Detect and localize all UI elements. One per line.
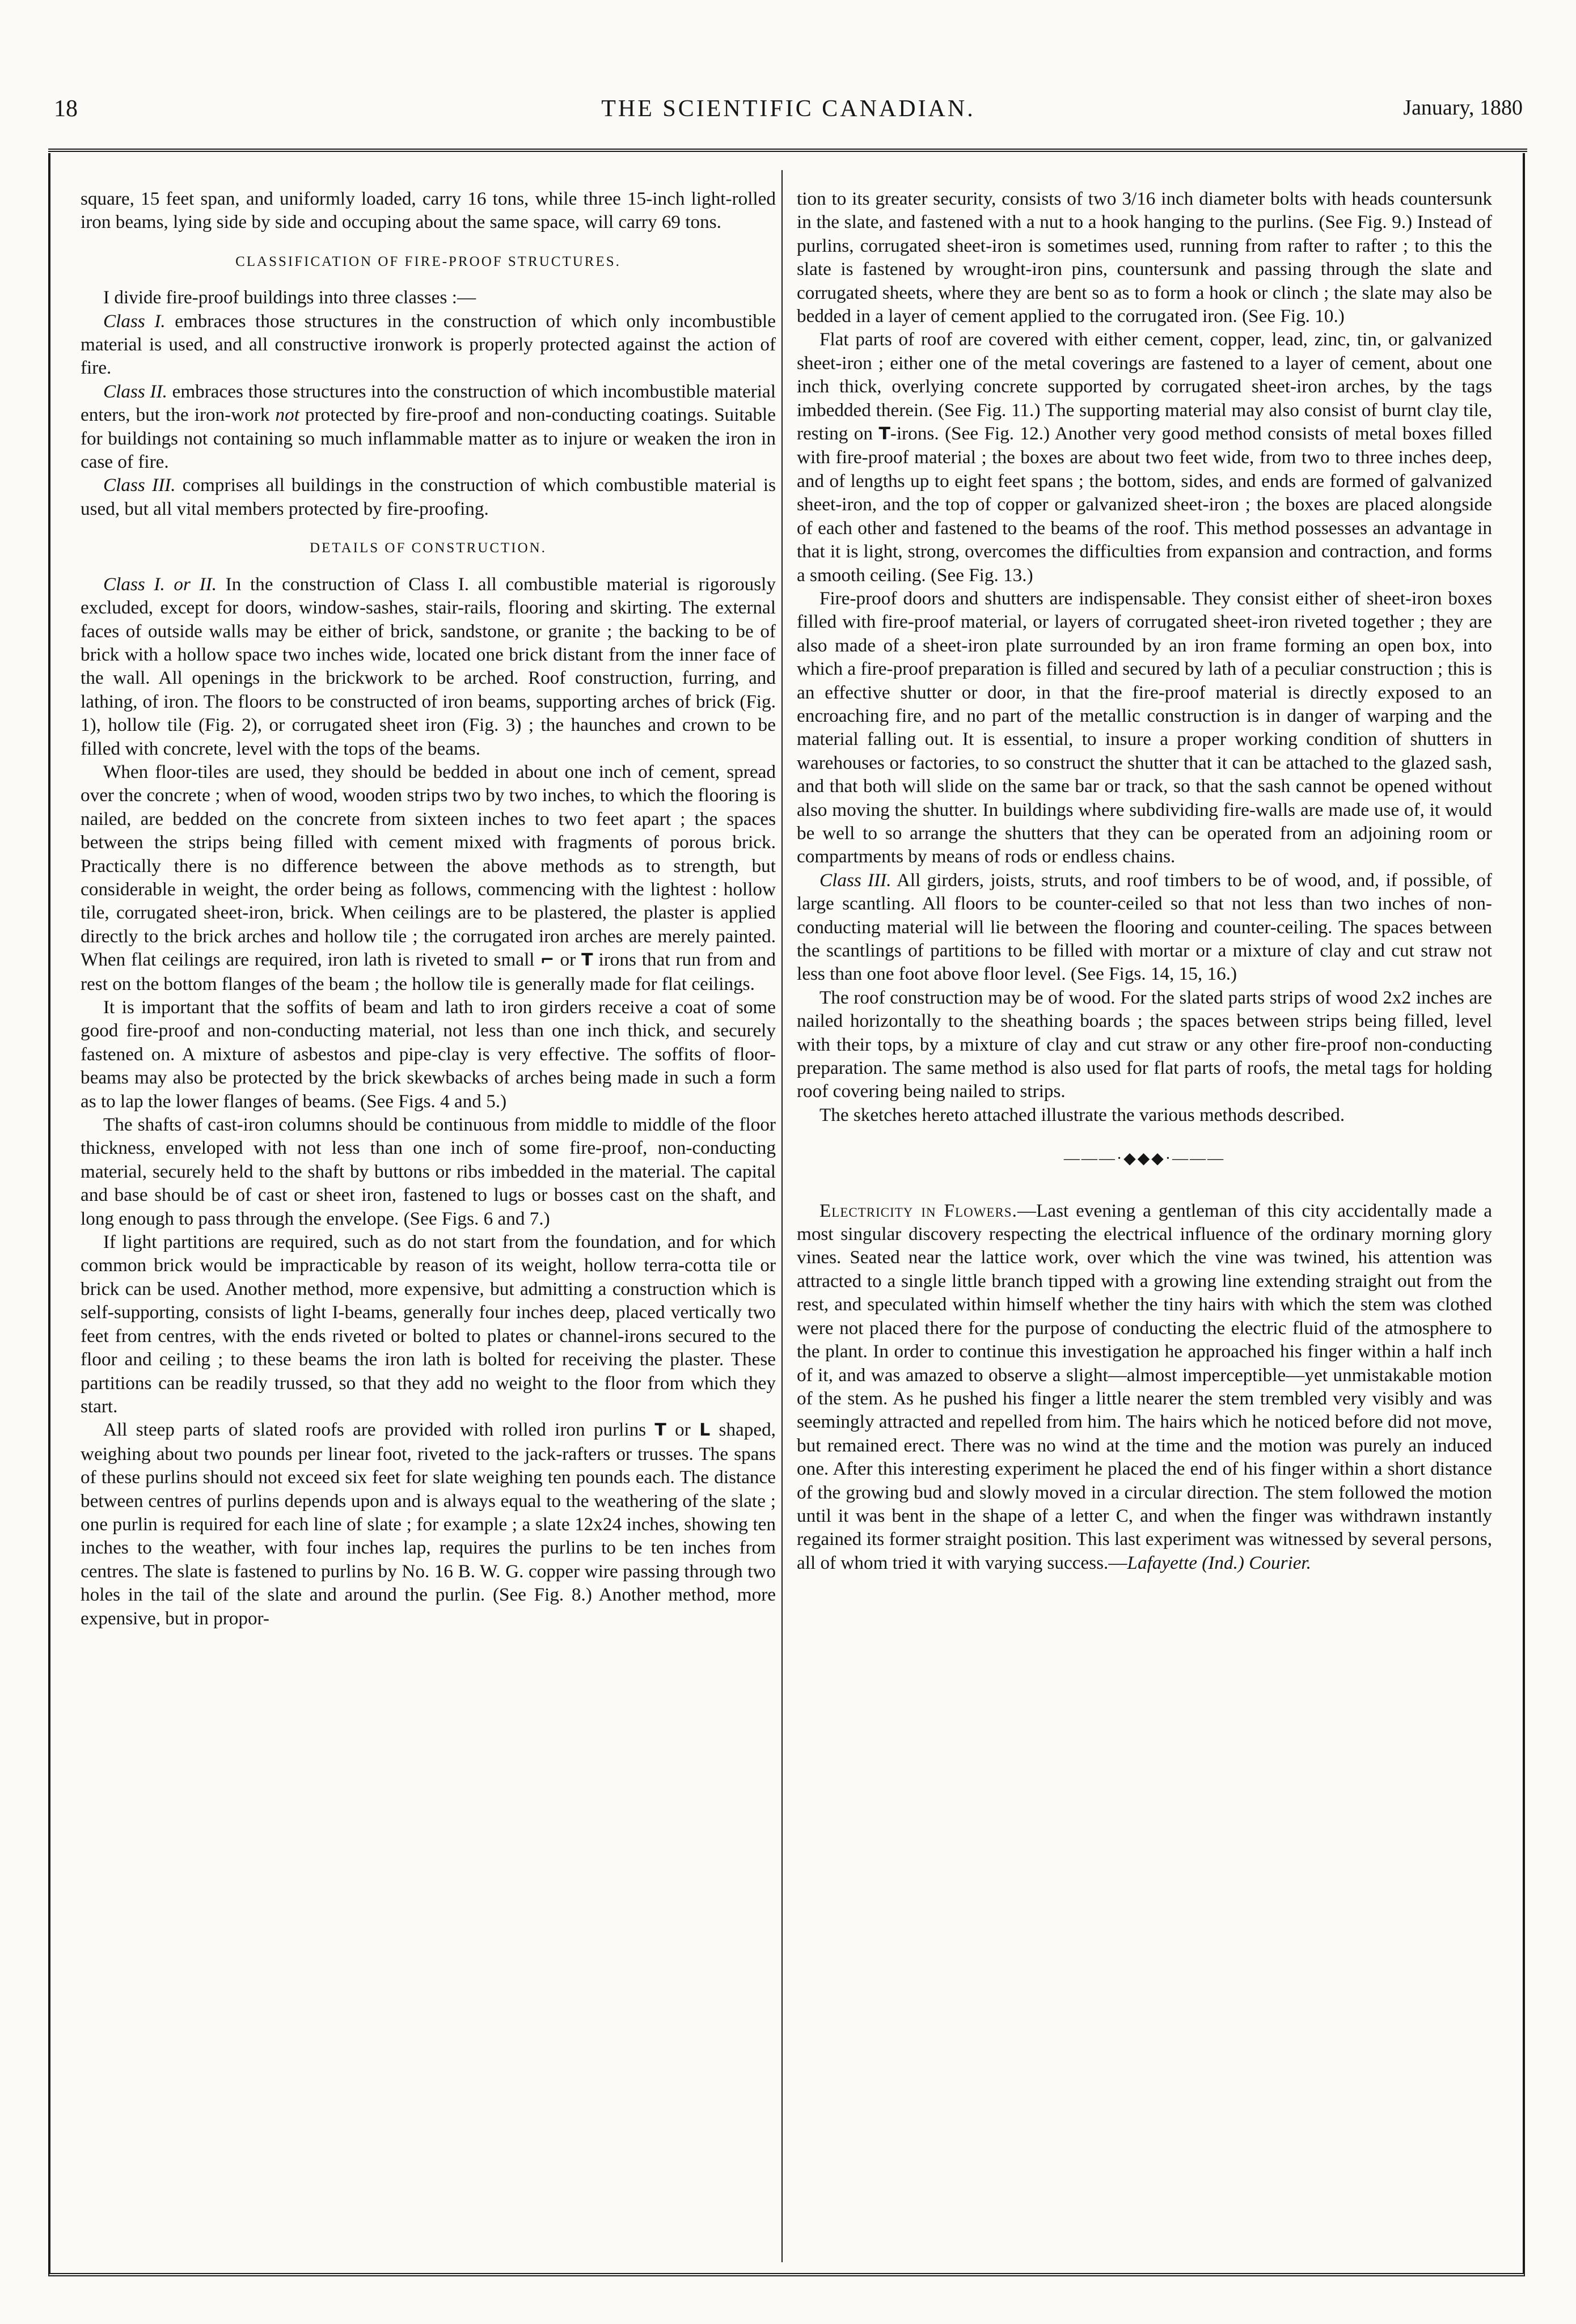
paragraph (81, 380, 776, 474)
paragraph-text: -irons. (See Fig. 12.) Another very good method consists of metal boxes filled with fire-proof material ; the boxes are about two feet wide, from two to three inches deep, and of lengths up to eight feet spans ; the bottom, sides, and ends are formed of galvanized sheet-iron, and the top of copper or galvanized sheet-iron ; the boxes are placed alongside of each other and fastened to the beams of the roof. This method possesses an advantage in that it is light, strong, overcomes the difficulties from expansion and contraction, and forms a smooth ceiling. (See Fig. 13.) (797, 423, 1492, 586)
right-column (797, 187, 1492, 1574)
angle-iron-glyph: ⌐ (540, 950, 555, 971)
l-iron-glyph: L (699, 1420, 711, 1441)
paragraph-text: inch diameter bolts with heads countersunk in the slate, and fastened with a nut to a hook hanging to the purlins. (See Fig. 9.) Instead of purlins, corrugated sheet-iron is sometimes used, running from rafter to rafter ; to this the slate is fastened by wrought-iron pins, countersunk and passing through the slate and corrugated sheets, where they are bent so as to form a hook or clinch ; the slate may also be bedded in a layer of cement applied to the corrugated iron. (See Fig. 10.) (797, 188, 1492, 327)
paragraph: The roof construction may be of wood. For the slated parts strips of wood 2x2 inches are nailed horizontally to the sheathing boards ; the spaces between strips being filled, level with their tops, by a mixture of clay and cut straw or any other fire-proof non-conducting preparation. The same method is also used for flat parts of roofs, the metal tags for holding roof covering being nailed to strips. (797, 987, 1492, 1102)
paragraph (797, 328, 1492, 586)
t-iron-glyph: T (654, 1420, 666, 1441)
paragraph (797, 869, 1492, 986)
section-ornament: ———·◆◆◆·——— (1063, 1150, 1226, 1168)
issue-date: January, 1880 (1403, 96, 1523, 120)
paragraph (81, 573, 776, 760)
header-rule (48, 149, 1527, 152)
paragraph (81, 310, 776, 380)
paragraph-text: embraces those structures in the construction of which only incombustible material is used, and all constructive ironwork is properly protected against the action of fire. (81, 310, 776, 379)
paragraph-text: —Last evening a gentleman of this city accidentally made a most singular discovery respecting the electrical influence of the ordinary morning glory vines. Seated near the lattice work, over which the vine was twined, his attention was attracted to a single little branch tipped with a growing line extending straight out from the rest, and speculated within himself whether the tiny hairs with which the stem was clothed were not placed there for the purpose of conducting the electric fluid of the atmosphere to the plant. In order to continue this investigation he approached his finger within a half inch of it, and was amazed to observe a slight—almost imperceptible—yet unmistakable motion of the stem. As he pushed his finger a little nearer the stem trembled very visibly and was seemingly attracted and repelled from him. The hairs which he noticed before did not move, but remained erect. There was no wind at the time and the motion was purely an induced one. After this interesting experiment he placed the end of his finger within a short distance of the growing bud and slowly moved in a circular direction. The stem followed the motion until it was bent in the shape of a letter C, and when the finger was withdrawn instantly regained its former straight position. This last experiment was witnessed by several persons, all of whom tried it with varying success.— (797, 1200, 1492, 1573)
paragraph-text: comprises all buildings in the construction of which combustible material is used, but all vital members protected by fire-proofing. (81, 475, 776, 519)
paragraph-text: All girders, joists, struts, and roof timbers to be of wood, and, if possible, of large scantling. All floors to be counter-ceiled so that not less than two inches of non-conducting material will lie between the flooring and counter-ceiling. The spaces between the scantlings of partitions to be filled with mortar or a mixture of clay and cut straw not less than one foot above floor level. (See Figs. 14, 15, 16.) (797, 869, 1492, 985)
column-divider (781, 170, 783, 2262)
page-header (54, 95, 1523, 132)
paragraph-text: tion to its greater security, consists of two (797, 188, 1122, 209)
paragraph: The sketches hereto attached illustrate the various methods described. (819, 1104, 1345, 1125)
page-number: 18 (54, 96, 78, 122)
paragraph (81, 760, 776, 996)
paragraph-text: embraces those structures into the construction of which incombustible material enters, but the iron-work (81, 380, 776, 426)
article-title: Electricity in Flowers. (819, 1200, 1017, 1221)
class-label: Class III. (819, 869, 891, 891)
section-heading: DETAILS OF CONSTRUCTION. (310, 540, 547, 556)
paragraph-text: When floor-tiles are used, they should be bedded in about one inch of cement, spread over the concrete ; when of wood, wooden strips two by two inches, to which the flooring is nailed, are bedded on the concrete from sixteen inches to two feet apart ; the spaces between the strips being filled with cement mixed with fragments of porous brick. Practically there is no difference between the above methods as to strength, but considerable in weight, the order being as follows, commencing with the lightest : hollow tile, corrugated sheet-iron, brick. When ceilings are to be plastered, the plaster is applied directly to the brick arches and hollow tile ; the corrugated iron arches are merely painted. When flat ceilings are required, iron lath is riveted to small (81, 761, 776, 971)
paragraph: I divide fire-proof buildings into three classes :— (103, 287, 476, 308)
paragraph-text: All steep parts of slated roofs are provided with rolled iron purlins (103, 1419, 655, 1441)
paragraph-text: shaped, weighing about two pounds per linear foot, riveted to the jack-rafters or trusses. The spans of these purlins should not exceed six feet for slate weighing ten pounds each. The distance between centres of purlins depends upon and is always equal to the weathering of the slate ; one purlin is required for each line of slate ; for example ; a slate 12x24 inches, showing ten inches to the weather, with four inches lap, requires the purlins to be ten inches from centres. The slate is fastened to purlins by No. 16 B. W. G. copper wire passing through two holes in the tail of the slate and around the purlin. (See Fig. 8.) Another method, more expensive, but in propor- (81, 1419, 776, 1629)
paragraph (81, 473, 776, 520)
paragraph-text: irons that run from and rest on the bottom flanges of the beam ; the hollow tile is generally made for flat ceilings. (81, 949, 776, 994)
class-label: Class I. or II. (103, 573, 217, 595)
masthead-title: THE SCIENTIFIC CANADIAN. (601, 96, 975, 122)
paragraph-text: or (554, 949, 582, 971)
paragraph-text: or (666, 1419, 700, 1441)
t-iron-glyph: T (581, 950, 593, 971)
class-label: Class I. (103, 310, 166, 332)
paragraph: It is important that the soffits of beam and lath to iron girders receive a coat of some good fire-proof and non-conducting material, not less than one inch thick, and securely fastened on. A mixture of asbestos and pipe-clay is very effective. The soffits of floor-beams may also be protected by the brick skewbacks of arches being made in such a form as to lap the lower flanges of beams. (See Figs. 4 and 5.) (81, 997, 776, 1112)
paragraph: square, 15 feet span, and uniformly loaded, carry 16 tons, while three 15-inch light-rolled iron beams, lying side by side and occuping about the same space, will carry 69 tons. (81, 188, 776, 233)
source-credit: Lafayette (Ind.) Courier. (1127, 1552, 1311, 1573)
class-label: Class III. (103, 475, 176, 496)
section-heading: CLASSIFICATION OF FIRE-PROOF STRUCTURES. (235, 253, 621, 269)
paragraph-text: In the construction of Class I. all combustible material is rigorously excluded, except for doors, window-sashes, stair-rails, flooring and skirting. The external faces of outside walls may be either of brick, sandstone, or granite ; the backing to be of brick with a hollow space two inches wide, located one brick distant from the inner face of the wall. All openings in the brickwork to be arched. Roof construction, furring, and lathing, of iron. The floors to be constructed of iron beams, supporting arches of brick (Fig. 1), hollow tile (Fig. 2), or corrugated sheet iron (Fig. 3) ; the haunches and crown to be filled with concrete, level with the tops of the beams. (81, 573, 776, 759)
class-label: Class II. (103, 380, 167, 402)
paragraph (797, 187, 1492, 328)
emphasis: not (275, 404, 299, 426)
paragraph: Fire-proof doors and shutters are indispensable. They consist either of sheet-iron boxes filled with fire-proof material, or layers of corrugated sheet-iron riveted together ; they are also made of a sheet-iron plate surrounded by an iron frame forming an open box, into which a fire-proof preparation is filled and secured by lath of a peculiar construction ; this is an effective shutter or door, in that the fire-proof material is directly exposed to an encroaching fire, and no part of the metallic construction is in danger of warping and the material falling out. It is essential, to insure a proper working condition of shutters in warehouses or factories, to so construct the shutter that it can be attached to the glazed sash, and that both will slide on the same bar or track, so that the sash cannot be opened without also moving the shutter. In buildings where subdividing fire-walls are made use of, it would be well to so arrange the shutters that they can be operated from an adjoining room or compartments by means of rods or endless chains. (797, 587, 1492, 867)
paragraph-text: protected by fire-proof and non-conducting coatings. Suitable for buildings not containing so much inflammable matter as to injure or weaken the iron in case of fire. (81, 404, 776, 473)
t-iron-glyph: T (878, 424, 890, 445)
paragraph-text: Flat parts of roof are covered with either cement, copper, lead, zinc, tin, or galvanized sheet-iron ; either one of the metal coverings are fastened to a layer of cement, about one inch thick, overlying concrete supported by corrugated sheet-iron arches, by the tags imbedded therein. (See Fig. 11.) The supporting material may also consist of burnt clay tile, resting on (797, 329, 1492, 445)
paragraph (81, 1418, 776, 1630)
fraction: 3/16 (1122, 188, 1156, 209)
paragraph: If light partitions are required, such as do not start from the foundation, and for which common brick would be impracticable by reason of its weight, hollow terra-cotta tile or brick can be used. Another method, more expensive, but admitting a construction which is self-supporting, consists of light I-beams, generally four inches deep, placed vertically two feet from centres, with the ends riveted or bolted to plates or channel-irons secured to the floor and ceiling ; to these beams the iron lath is bolted for receiving the plaster. These partitions can be readily trussed, so that they add no weight to the floor from which they start. (81, 1231, 776, 1417)
left-column (81, 187, 776, 1630)
paragraph: The shafts of cast-iron columns should be continuous from middle to middle of the floor thickness, enveloped with not less than one inch of some fire-proof, non-conducting material, securely held to the shaft by buttons or ribs imbedded in the material. The capital and base should be of cast or sheet iron, fastened to lugs or bosses cast on the shaft, and long enough to pass through the envelope. (See Figs. 6 and 7.) (81, 1114, 776, 1229)
article-paragraph (797, 1199, 1492, 1575)
